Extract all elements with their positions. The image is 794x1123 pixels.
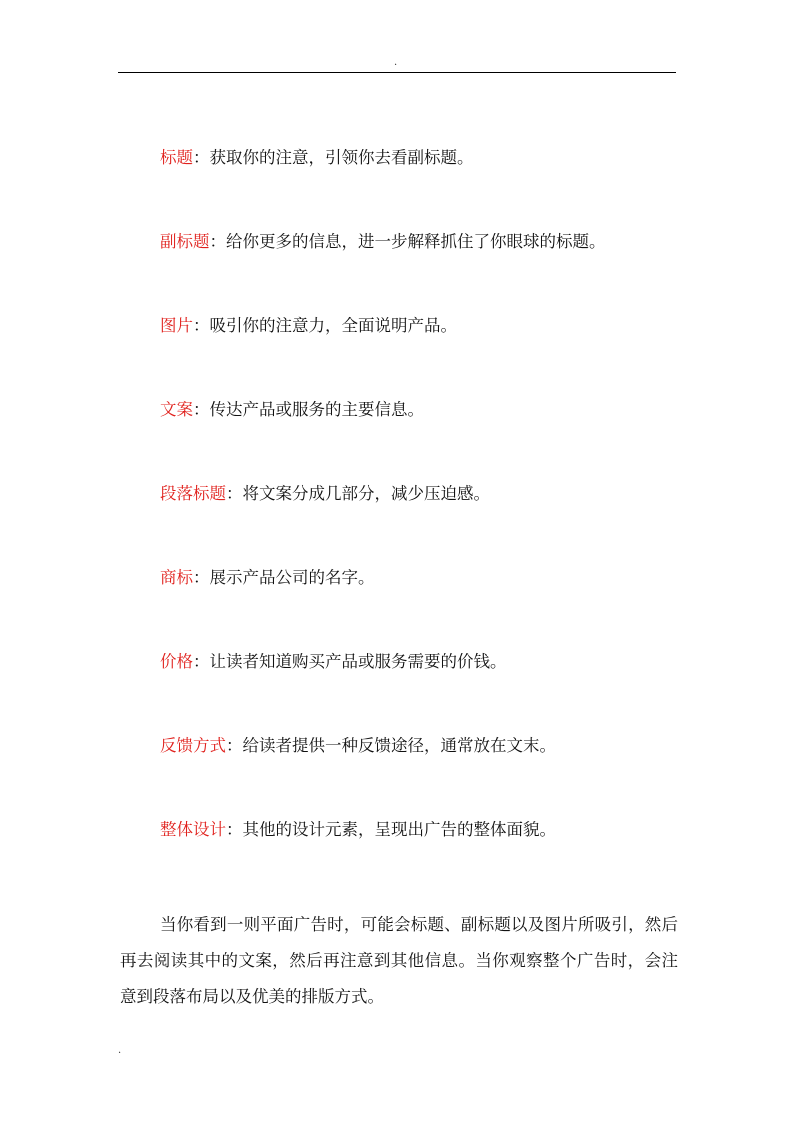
entry-copy [160,397,680,481]
entry-image [160,313,680,397]
term-description: 展示产品公司的名字。 [209,568,375,587]
term-label: 整体设计 [160,820,226,839]
entry-price [160,649,680,733]
term-label: 图片 [160,316,193,335]
term-description: 其他的设计元素，呈现出广告的整体面貌。 [242,820,556,839]
header-dot: . [394,57,398,68]
entry-trademark [160,565,680,649]
summary-paragraph: 当你看到一则平面广告时，可能会标题、副标题以及图片所吸引，然后再去阅读其中的文案，然后再注意到其他信息。当你观察整个广告时，会注意到段落布局以及优美的排版方式。 [120,914,678,1006]
term-label: 商标 [160,568,193,587]
term-description: 将文案分成几部分，减少压迫感。 [242,484,490,503]
term-separator: ： [193,316,210,335]
entry-title [160,145,680,229]
term-label: 副标题 [160,232,210,251]
term-label: 反馈方式 [160,736,226,755]
term-separator: ： [193,148,210,167]
term-description: 吸引你的注意力，全面说明产品。 [209,316,457,335]
term-description: 让读者知道购买产品或服务需要的价钱。 [209,652,507,671]
term-description: 传达产品或服务的主要信息。 [209,400,424,419]
entry-overall-design [160,817,680,901]
entry-subtitle [160,229,680,313]
term-label: 文案 [160,400,193,419]
term-description: 给读者提供一种反馈途径，通常放在文末。 [242,736,556,755]
term-description: 给你更多的信息，进一步解释抓住了你眼球的标题。 [226,232,606,251]
term-separator: ： [193,568,210,587]
term-label: 标题 [160,148,193,167]
term-separator: ： [226,736,243,755]
term-label: 价格 [160,652,193,671]
definition-list [160,145,680,901]
term-separator: ： [226,484,243,503]
term-description: 获取你的注意，引领你去看副标题。 [209,148,474,167]
term-separator: ： [193,652,210,671]
term-separator: ： [209,232,226,251]
entry-feedback [160,733,680,817]
header-rule [118,72,676,73]
term-separator: ： [193,400,210,419]
term-separator: ： [226,820,243,839]
footer-dot: . [118,1045,122,1056]
entry-paragraph-heading [160,481,680,565]
term-label: 段落标题 [160,484,226,503]
